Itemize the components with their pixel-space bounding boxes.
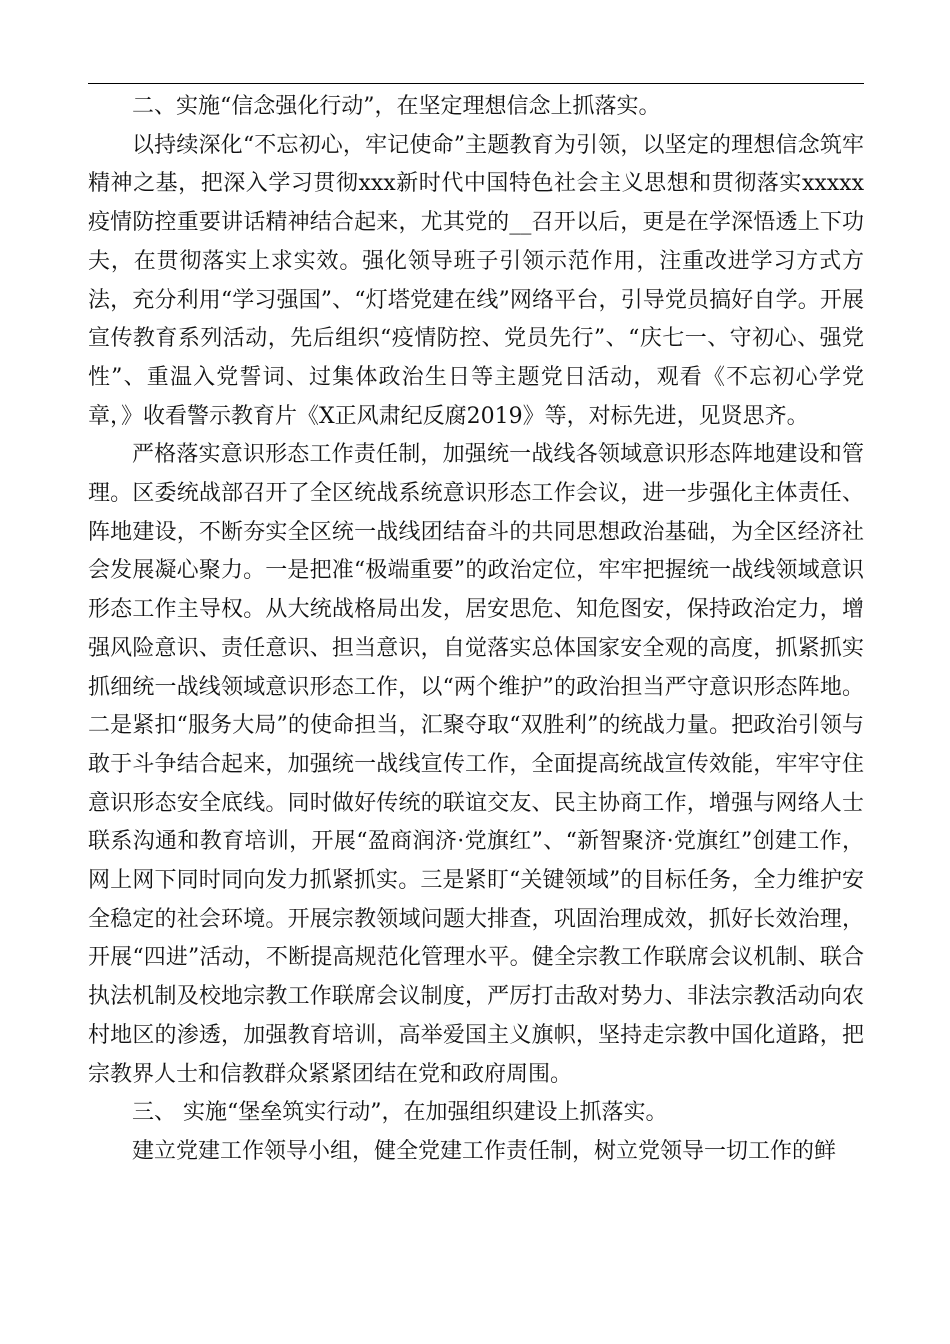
header-rule (88, 83, 864, 84)
section-heading-3: 三、 实施“堡垒筑实行动”，在加强组织建设上抓落实。 (132, 1100, 668, 1126)
section-heading-2: 二、实施“信念强化行动”，在坚定理想信念上抓落实。 (132, 94, 661, 119)
document-body (88, 88, 864, 1172)
paragraph-ideals-study: 以持续深化“不忘初心，牢记使命”主题教育为引领，以坚定的理想信念筑牢精神之基，把深入学习贯彻xxx新时代中国特色社会主义思想和贯彻落实xxxxx疫情防控重要讲话精神结合起来，尤其党的__召开以后，更是在学深悟透上下功夫，在贯彻落实上求实效。强化领导班子引领示范作用，注重改进学习方式方法，充分利用“学习强国”、“灯塔党建在线”网络平台，引导党员搞好自学。开展宣传教育系列活动，先后组织“疫情防控、党员先行”、“庆七一、守初心、强党性”、重温入党誓词、过集体政治生日等主题党日活动，观看《不忘初心学党章，》收看警示教育片《X正风肃纪反腐2019》等，对标先进，见贤思齐。 (88, 132, 864, 429)
paragraph-party-building: 建立党建工作领导小组，健全党建工作责任制，树立党领导一切工作的鲜 (132, 1138, 837, 1164)
paragraph-ideology-work: 严格落实意识形态工作责任制，加强统一战线各领域意识形态阵地建设和管理。区委统战部召开了全区统战系统意识形态工作会议，进一步强化主体责任、阵地建设，不断夯实全区统一战线团结奋斗的共同思想政治基础，为全区经济社会发展凝心聚力。一是把准“极端重要”的政治定位，牢牢把握统一战线领域意识形态工作主导权。从大统战格局出发，居安思危、知危图安，保持政治定力，增强风险意识、责任意识、担当意识，自觉落实总体国家安全观的高度，抓紧抓实抓细统一战线领域意识形态工作，以“两个维护”的政治担当严守意识形态阵地。二是紧扣“服务大局”的使命担当，汇聚夺取“双胜利”的统战力量。把政治引领与敢于斗争结合起来，加强统一战线宣传工作，全面提高统战宣传效能，牢牢守住意识形态安全底线。同时做好传统的联谊交友、民主协商工作，增强与网络人士联系沟通和教育培训，开展“盈商润济·党旗红”、“新智聚济·党旗红”创建工作，网上网下同时同向发力抓紧抓实。三是紧盯“关键领域”的目标任务，全力维护安全稳定的社会环境。开展宗教领域问题大排查，巩固治理成效，抓好长效治理，开展“四进”活动，不断提高规范化管理水平。健全宗教工作联席会议机制、联合执法机制及校地宗教工作联席会议制度，严厉打击敌对势力、非法宗教活动向农村地区的渗透，加强教育培训，高举爱国主义旗帜，坚持走宗教中国化道路，把宗教界人士和信教群众紧紧团结在党和政府周围。 (88, 442, 864, 1087)
